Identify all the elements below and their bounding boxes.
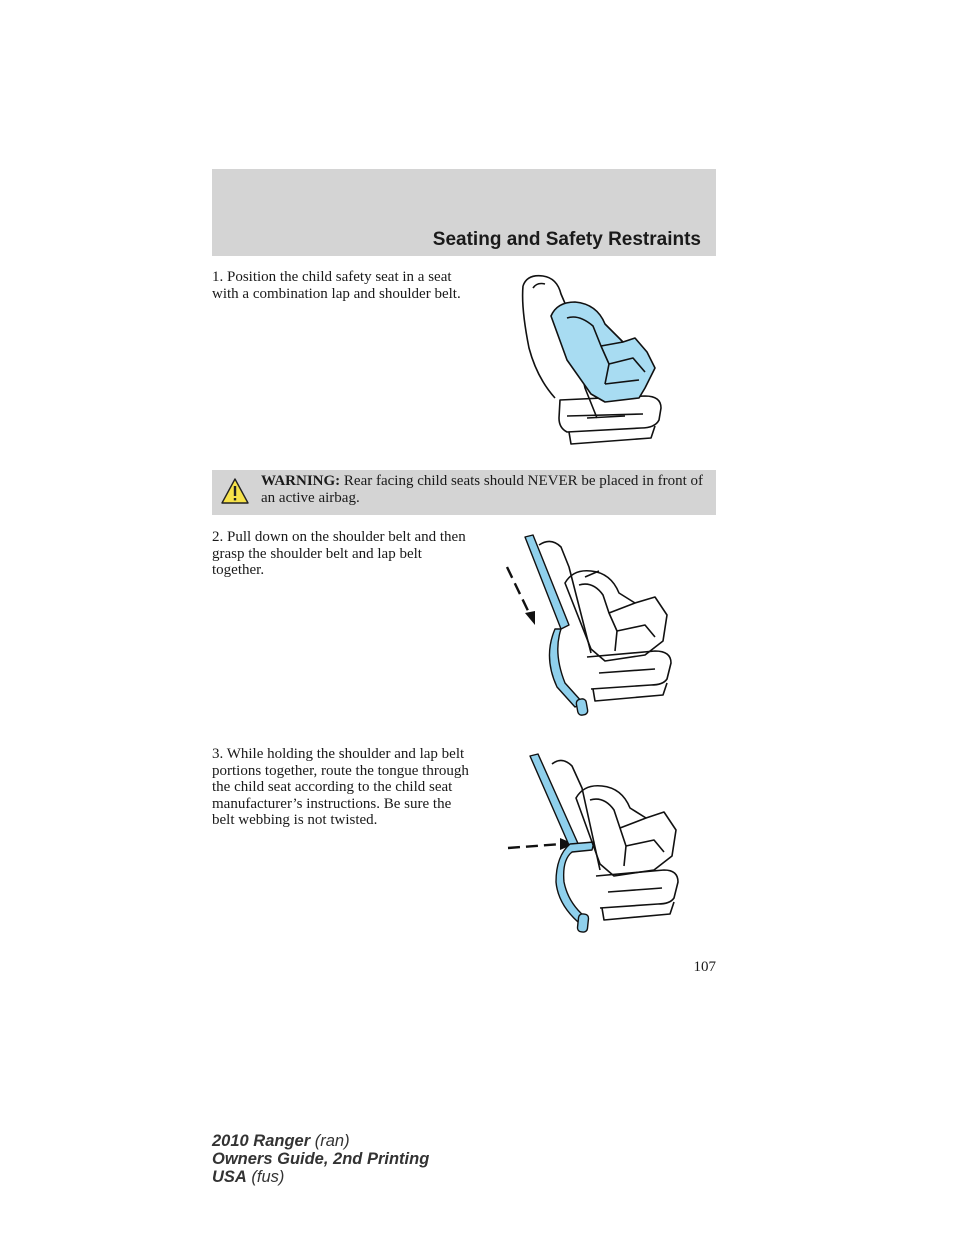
lap-belt xyxy=(556,842,594,922)
page-number: 107 xyxy=(693,959,716,975)
rightward-arrow xyxy=(508,844,562,848)
warning-text xyxy=(261,473,707,506)
step-3-text: 3. While holding the shoulder and lap belt portions together, route the tongue through the child seat according to the child seat manufacturer’s instructions. Be sure the belt webbing is not twisted. xyxy=(212,746,469,828)
route-belt-tongue-illustration xyxy=(500,752,690,940)
downward-arrow xyxy=(507,567,531,617)
footer-printing: Owners Guide, 2nd Printing xyxy=(212,1150,430,1168)
warning-box xyxy=(212,470,716,515)
pull-shoulder-belt-illustration xyxy=(495,533,685,723)
step-2-text: 2. Pull down on the shoulder belt and then grasp the shoulder belt and lap belt together. xyxy=(212,529,466,578)
step-1-text: 1. Position the child safety seat in a seat with a combination lap and shoulder belt. xyxy=(212,269,461,302)
footer-region: USA xyxy=(212,1168,247,1186)
child-seat-on-vehicle-seat-illustration xyxy=(505,268,675,453)
lap-belt xyxy=(549,629,583,707)
document-footer xyxy=(212,1132,429,1186)
section-header-band xyxy=(212,169,716,256)
warning-label: WARNING: xyxy=(261,473,341,489)
footer-model-code: (ran) xyxy=(310,1132,350,1150)
warning-triangle-icon xyxy=(220,477,250,505)
footer-region-code: (fus) xyxy=(246,1168,285,1186)
footer-model: 2010 Ranger xyxy=(212,1132,311,1150)
warning-message: Rear facing child seats should NEVER be placed in front of an active airbag. xyxy=(261,473,703,506)
section-title: Seating and Safety Restraints xyxy=(432,229,701,250)
